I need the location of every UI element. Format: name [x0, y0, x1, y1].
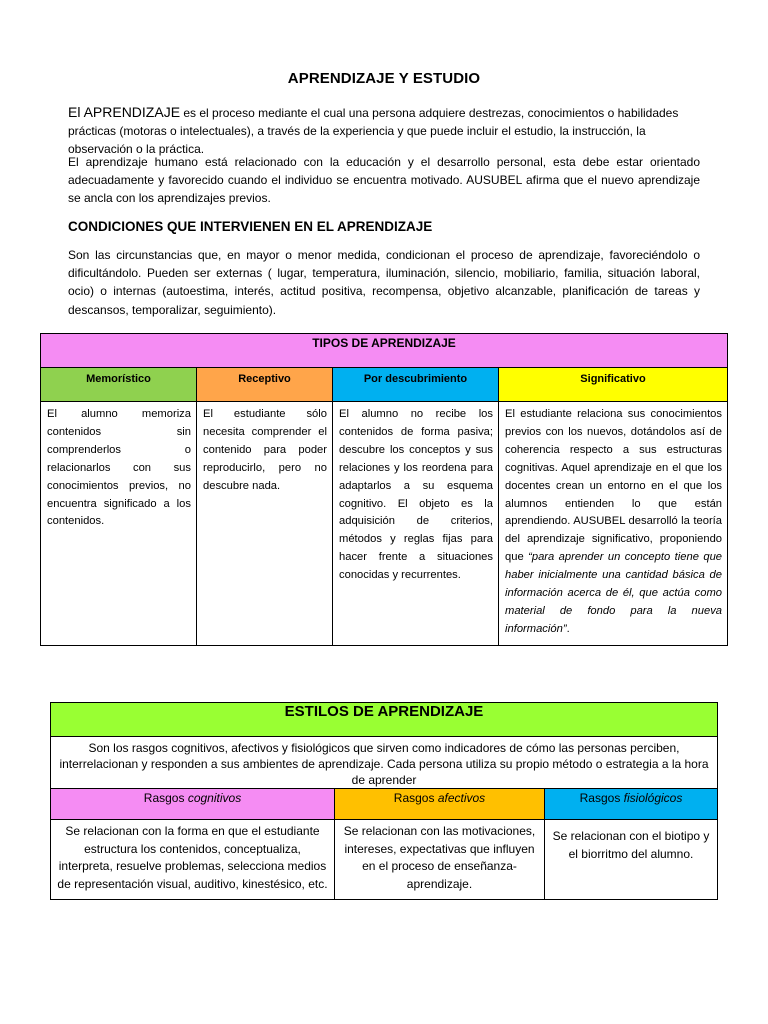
estilos-cell-fisiologicos: Se relacionan con el biotipo y el biorritmo del alumno. [545, 820, 718, 900]
estilos-header-prefix: Rasgos [579, 791, 624, 805]
estilos-header-prefix: Rasgos [143, 791, 188, 805]
tipos-header-descubrimiento: Por descubrimiento [333, 368, 499, 402]
estilos-header-fisiologicos [545, 789, 718, 820]
significativo-end: . [566, 622, 570, 635]
tipos-header-receptivo: Receptivo [197, 368, 333, 402]
estilos-header-afectivos [335, 789, 545, 820]
estilos-intro: Son los rasgos cognitivos, afectivos y fisiológicos que sirven como indicadores de cómo las personas perciben, interrelacionan y responden a sus ambientes de aprendizaje. Cada persona utiliza su propio método o estrategia a la hora de aprender [51, 737, 718, 789]
estilos-header-prefix: Rasgos [393, 791, 438, 805]
tipos-cell-receptivo: El estudiante sólo necesita comprender el contenido para poder reproducirlo, pero no descubre nada. [197, 402, 333, 646]
estilos-header-kind: fisiológicos [623, 791, 683, 805]
estilos-table [50, 702, 718, 900]
tipos-title: TIPOS DE APRENDIZAJE [41, 334, 728, 368]
conditions-heading: CONDICIONES QUE INTERVIENEN EN EL APRENDIZAJE [68, 219, 433, 234]
estilos-header-kind: cognitivos [187, 791, 242, 805]
intro-text: es el proceso mediante el cual una persona adquiere destrezas, conocimientos o habilidades prácticas (motoras o intelectuales), a través de la experiencia y que puede incluir el estudio, la instrucción, la observación o la práctica. [68, 106, 679, 157]
intro-paragraph-2: El aprendizaje humano está relacionado con la educación y el desarrollo personal, esta debe estar orientado adecuadamente y favorecido cuando el individuo se encuentra motivado. AUSUBEL afirma que el nuevo aprendizaje se ancla con los aprendizajes previos. [68, 155, 700, 206]
significativo-text: El estudiante relaciona sus conocimientos previos con los nuevos, dotándolos así de coherencia respecto a sus estructuras cognitivas. Aquel aprendizaje en el que los docentes crean un entorno en el que los alumnos entienden lo que están aprendiendo. AUSUBEL desarrolló la teoría del aprendizaje significativo, proponiendo que [505, 408, 723, 564]
tipos-cell-memoristico: El alumno memoriza contenidos sin comprenderlos o relacionarlos con sus conocimientos previos, no encuentra significado a los contenidos. [41, 402, 197, 646]
significativo-quote: “para aprender un concepto tiene que haber inicialmente una cantidad básica de información acerca de él, que actúa como material de fondo para la nueva información” [505, 551, 723, 635]
tipos-table [40, 333, 728, 646]
page-title: APRENDIZAJE Y ESTUDIO [287, 70, 481, 87]
estilos-cell-cognitivos: Se relacionan con la forma en que el estudiante estructura los contenidos, conceptualiza, interpreta, resuelve problemas, selecciona medios de representación visual, auditivo, kinestésico, etc. [51, 820, 335, 900]
intro-term: El APRENDIZAJE [68, 104, 181, 120]
tipos-header-significativo: Significativo [499, 368, 728, 402]
intro-paragraph [68, 103, 700, 159]
estilos-title: ESTILOS DE APRENDIZAJE [51, 703, 718, 737]
tipos-header-memoristico: Memorístico [41, 368, 197, 402]
conditions-paragraph: Son las circunstancias que, en mayor o menor medida, condicionan el proceso de aprendizaje, favoreciéndolo o dificultándolo. Pueden ser externas ( lugar, temperatura, iluminación, silencio, mobiliario, familia, situación laboral, ocio) o internas (autoestima, interés, actitud positiva, recompensa, objetivo alcanzable, planificación de tareas y descansos, temporalizar, seguimiento). [68, 248, 700, 317]
estilos-header-cognitivos [51, 789, 335, 820]
tipos-cell-descubrimiento: El alumno no recibe los contenidos de forma pasiva; descubre los conceptos y sus relaciones y los reordena para adaptarlos a su esquema cognitivo. El objeto es la adquisición de criterios, métodos y reglas fijas para hacer frente a situaciones conocidas y recurrentes. [333, 402, 499, 646]
estilos-header-kind: afectivos [437, 791, 486, 805]
estilos-cell-afectivos: Se relacionan con las motivaciones, intereses, expectativas que influyen en el proceso de enseñanza-aprendizaje. [335, 820, 545, 900]
tipos-cell-significativo [499, 402, 728, 646]
